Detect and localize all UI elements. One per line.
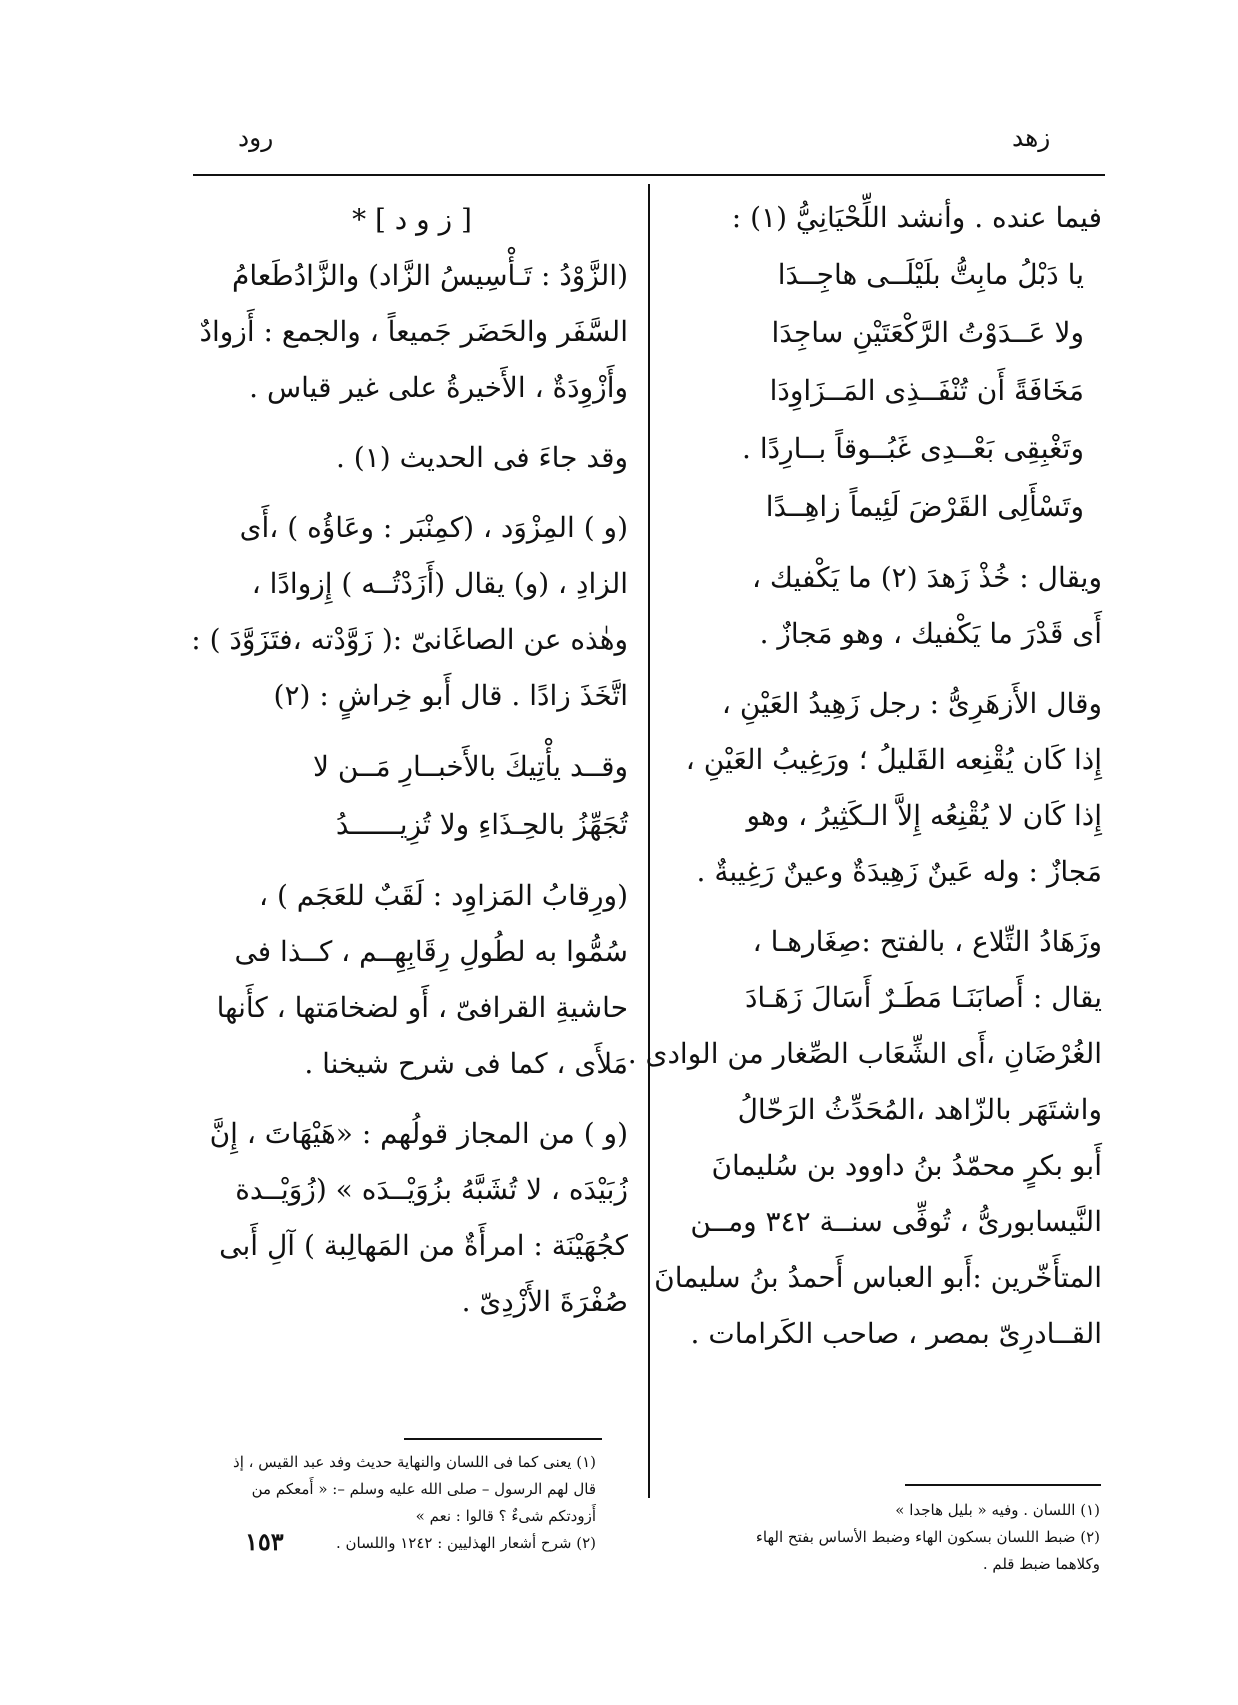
text-line: (و ) المِزْوَد ، (كمِنْبَر : وعَاؤُه ) ،أَى: [239, 511, 628, 544]
left-column: [191, 192, 628, 1330]
text-line: مَلأَى ، كما فى شرح شيخنا .: [304, 1047, 628, 1080]
page-number: ١٥٣: [245, 1527, 284, 1556]
footnote-line: أَزودتكم شىءٌ ؟ قالوا : نعم »: [415, 1507, 596, 1525]
running-header-left: رود: [238, 123, 274, 152]
verse-line: تُجَهِّزُ بالحِـذَاءِ ولا تُزِيــــــدُ: [335, 808, 628, 841]
footnote-rule-right: [905, 1484, 1101, 1486]
right-intro-line: فيما عنده . وأنشد اللِّحْيَانِيُّ (١) :: [731, 201, 1102, 234]
text-line: السَّفَر والحَضَر جَميعاً ، والجمع : أَزوادٌ: [199, 315, 628, 348]
text-line: وقال الأَزهَرِىُّ : رجل زَهِيدُ العَيْنِ ،: [721, 687, 1102, 720]
right-column: [627, 190, 1102, 1362]
text-line: أَى قَدْرَ ما يَكْفيك ، وهو مَجازٌ .: [759, 617, 1102, 650]
text-line: زُبَيْدَه ، لا تُشَبَّهُ بزُوَيْــدَه » (زُوَيْــدة: [235, 1173, 628, 1206]
text-line: اتَّخَذَ زادًا . قال أَبو خِراشٍ : (٢): [273, 679, 628, 712]
running-header-right: زهد: [1012, 123, 1051, 152]
footnotes-right: [672, 1497, 1100, 1578]
text-line: وأَزْوِدَةٌ ، الأَخيرةُ على غير قياس .: [249, 371, 628, 404]
text-line: المتأَخّرين :أَبو العباس أَحمدُ بنُ سليمانَ: [654, 1261, 1102, 1294]
footnote-line: وكلاهما ضبط قلم .: [982, 1555, 1100, 1573]
header-rule: [193, 174, 1105, 176]
text-line: مَجازٌ : وله عَينٌ زَهِيدَةٌ وعينٌ رَغِيبةٌ .: [696, 855, 1102, 888]
verse-line: مَخَافَةً أَن تُنْفَــذِى المَــزَاوِدَا: [769, 374, 1084, 407]
text-line: يقال : أَصابَنَـا مَطَـرٌ أَسَالَ زَهَـادَ: [744, 981, 1102, 1014]
verse-line: وقــد يأْتِيكَ بالأَخبــارِ مَــن لا: [313, 750, 628, 783]
text-line: صُفْرَةَ الأَزْدِىّ .: [461, 1285, 628, 1318]
verse-line: وتَغْبِقِى بَعْــدِى غَبُــوقاً بــارِدًا .: [742, 432, 1084, 465]
column-divider: [648, 184, 650, 1498]
text-line: النَّيسابورىُّ ، تُوفِّى سنــة ٣٤٢ ومــن: [690, 1205, 1102, 1238]
verse-line: وتَسْأَلِى القَرْضَ لَئِيماً زاهِــدًا: [765, 490, 1084, 523]
footnote-line: (٢) شرح أشعار الهذليين : ١٢٤٢ واللسان .: [335, 1534, 596, 1552]
text-line: إِذا كَان لا يُقْنِعُه إِلاَّ الـكَثِيرُ ، وهو: [746, 799, 1102, 832]
text-line: كجُهَيْنَة : امرأَةٌ من المَهالِبة ) آلِ أَبى: [219, 1229, 628, 1262]
text-line: القــادرِىّ بمصر ، صاحب الكَرامات .: [690, 1317, 1102, 1350]
text-line: (الزَّوْدُ : تَـأْسِيسُ الزَّاد) والزَّادُطَعامُ: [232, 259, 628, 292]
footnote-line: (١) يعنى كما فى اللسان والنهاية حديث وفد عبد القيس ، إذ: [233, 1453, 596, 1471]
text-line: ويقال : خُذْ زَهدَ (٢) ما يَكْفيك ،: [751, 561, 1102, 594]
footnote-line: (١) اللسان . وفيه « بليل هاجدا »: [895, 1501, 1100, 1519]
text-line: الزادِ ، (و) يقال (أَزَدْتُــه ) إِزوادًا ،: [251, 567, 628, 600]
footnote-rule-left: [404, 1438, 602, 1440]
text-line: الغُرْضَانِ ،أَى الشِّعَاب الصِّغار من الوادى .: [627, 1037, 1102, 1070]
text-line: (ورِقابُ المَزاوِد : لَقَبٌ للعَجَم ) ،: [259, 879, 628, 912]
text-line: حاشيةِ القرافىّ ، أَو لضخامَتها ، كأَنها: [216, 991, 628, 1024]
verse-line: ولا عَــدَوْتُ الرَّكْعَتَيْنِ ساجِدَا: [771, 316, 1084, 349]
text-line: وزَهَادُ التِّلاع ، بالفتح :صِغَارهـا ،: [752, 925, 1102, 958]
entry-heading: [ ز و د ] *: [352, 203, 472, 236]
text-line: (و ) من المجاز قولُهم : «هَيْهَاتَ ، إِنَّ: [209, 1117, 628, 1150]
footnote-line: (٢) ضبط اللسان بسكون الهاء وضبط الأساس بفتح الهاء: [755, 1528, 1100, 1546]
text-line: سُمُّوا به لطُولِ رِقَابِهِــم ، كــذا فى: [234, 935, 628, 968]
text-line: إِذا كَان يُقْنِعه القَليلُ ؛ ورَغِيبُ العَيْنِ ،: [685, 743, 1102, 776]
text-line: وقد جاءَ فى الحديث (١) .: [335, 441, 628, 474]
text-line: أَبو بكرٍ محمّدُ بنُ داوود بن سُليمانَ: [711, 1149, 1102, 1182]
footnote-line: قال لهم الرسول – صلى الله عليه وسلم –: « أَمعكم من: [251, 1480, 596, 1498]
verse-line: يا دَبْلُ مابِتُّ بلَيْلَــى هاجِــدَا: [777, 258, 1084, 291]
text-line: وهٰذه عن الصاغَانىّ :( زَوَّدْته ،فتَزَوَّدَ ) :: [191, 623, 628, 656]
text-line: واشتَهَر بالزّاهد ،المُحَدِّثُ الرَحّالُ: [737, 1093, 1102, 1126]
